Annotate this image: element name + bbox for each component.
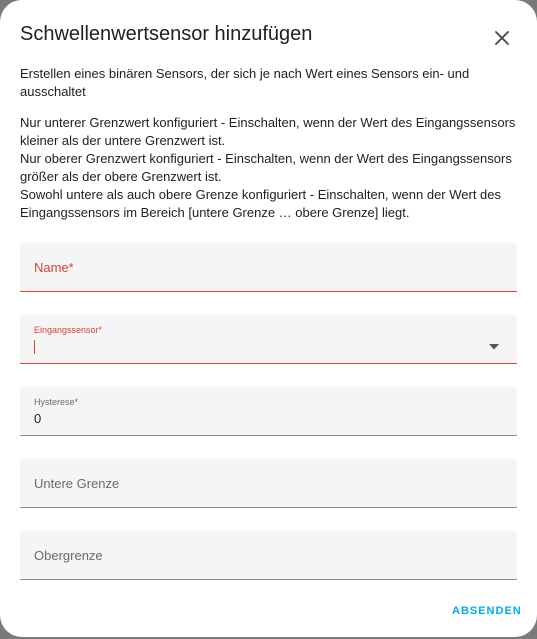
- dialog-title: Schwellenwertsensor hinzufügen: [20, 23, 313, 45]
- upper-limit-label: Obergrenze: [34, 548, 103, 563]
- input-sensor-select[interactable]: [20, 315, 517, 364]
- close-button[interactable]: [488, 24, 516, 52]
- description-line: Nur oberer Grenzwert konfiguriert - Einschalten, wenn der Wert des Eingangssensors größer als der obere Grenzwert ist.: [20, 151, 512, 184]
- close-icon: [488, 24, 516, 52]
- description-intro-text: Erstellen eines binären Sensors, der sich je nach Wert eines Sensors ein- und ausschaltet: [20, 66, 470, 99]
- lower-limit-label: Untere Grenze: [34, 476, 120, 491]
- text-caret: [34, 340, 35, 354]
- upper-limit-field[interactable]: [20, 531, 517, 580]
- hysteresis-value: 0: [34, 411, 42, 426]
- name-field-label: Name*: [34, 260, 74, 275]
- lower-limit-field[interactable]: [20, 459, 517, 508]
- hysteresis-label: Hysterese*: [34, 397, 79, 407]
- input-sensor-label: Eingangssensor*: [34, 325, 103, 335]
- hysteresis-field[interactable]: [20, 387, 517, 436]
- arrow-drop-down-icon[interactable]: [489, 337, 499, 343]
- description-line: Nur unterer Grenzwert konfiguriert - Einschalten, wenn der Wert des Eingangssensors kleiner als der untere Grenzwert ist.: [20, 115, 516, 148]
- description-line: Sowohl untere als auch obere Grenze konfiguriert - Einschalten, wenn der Wert des Eingangssensors im Bereich [untere Grenze … obere Grenze] liegt.: [20, 187, 502, 220]
- name-field[interactable]: [20, 243, 517, 292]
- description-intro: [20, 65, 520, 101]
- submit-button[interactable]: ABSENDEN: [452, 605, 522, 617]
- description-details: [20, 114, 520, 222]
